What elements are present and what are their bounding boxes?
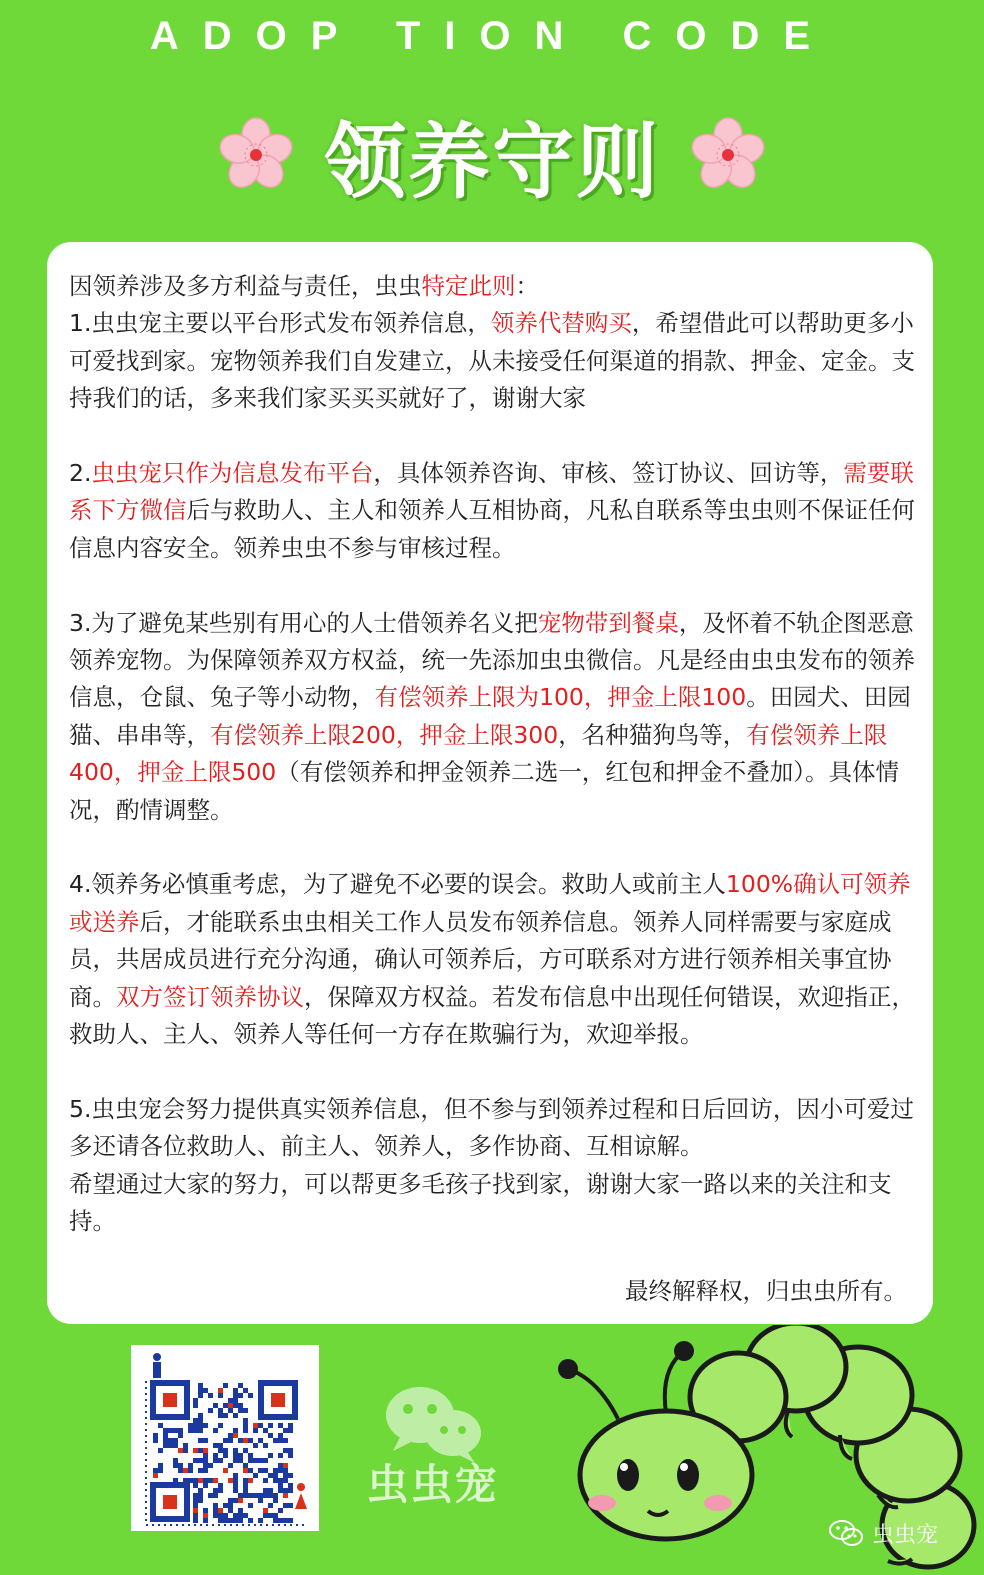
wechat-icon [828, 1519, 864, 1549]
rules-card [47, 242, 933, 1324]
rule-text: （有偿领养和押金领养二选一，红包和押金不叠加）。具体情况，酌情调整。 [69, 758, 899, 824]
highlight-text: 双方签订领养协议 [116, 982, 304, 1011]
highlight-text: 100%确认可领养或送养 [69, 870, 911, 936]
highlight-text: 有偿领养上限400，押金上限500 [69, 720, 888, 787]
rule-text: 。田园犬、田园猫、串串等， [69, 683, 911, 749]
rule-text: ，具体领养咨询、审核、签订协议、回访等， [373, 459, 844, 488]
rule-text: 因领养涉及多方利益与责任，虫虫 [69, 272, 422, 300]
title-banner [0, 100, 984, 210]
rule-text: 3.为了避免某些别有用心的人士借领养名义把 [69, 608, 538, 637]
watermark [828, 1518, 938, 1549]
rule-text: ： [515, 272, 539, 300]
rule-text: 后，才能联系虫虫相关工作人员发布领养信息。领养人同样需要与家庭成员，共居成员进行充分沟通，确认可领养后，方可联系对方进行领养相关事宜协商。 [69, 907, 892, 1011]
rule-text: 后与救助人、主人和领养人互相协商，凡私自联系等虫虫则不保证任何信息内容安全。领养虫虫不参与审核过程。 [69, 496, 915, 562]
highlight-text: 有偿领养上限200，押金上限300 [210, 720, 559, 749]
rule-text: 2. [69, 459, 92, 488]
rule-2 [69, 455, 929, 567]
highlight-text: 虫虫宠只作为信息发布平台 [91, 459, 374, 488]
adoption-code-heading: ADOP TION CODE [149, 14, 835, 58]
rule-text: ，名种猫狗鸟等， [558, 720, 747, 749]
rule-text: 1.虫虫宠主要以平台形式发布领养信息， [69, 309, 491, 338]
highlight-text: 领养代替购买 [490, 309, 632, 338]
rule-text: 5.虫虫宠会努力提供真实领养信息，但不参与到领养过程和日后回访，因小可爱过多还请各位救助人、前主人、领养人，多作协商、互相谅解。 [69, 1094, 914, 1161]
rule-4 [69, 866, 929, 1053]
brand-name: 虫虫宠 [366, 1460, 499, 1509]
highlight-text: 需要联系下方微信 [69, 459, 914, 525]
wechat-qr-code[interactable] [131, 1345, 319, 1531]
rules-intro [69, 268, 929, 305]
highlight-text: 宠物带到餐桌 [537, 608, 679, 637]
rule-text: 希望通过大家的努力，可以帮更多毛孩子找到家，谢谢大家一路以来的关注和支持。 [69, 1169, 892, 1236]
closing-note [69, 1166, 929, 1241]
rule-1 [69, 305, 929, 417]
watermark-text: 虫虫宠 [872, 1523, 939, 1548]
rule-5 [69, 1091, 929, 1166]
rule-3 [69, 605, 929, 829]
rule-text: ，保障双方权益。若发布信息中出现任何错误，欢迎指正，救助人、主人、领养人等任何一方存在欺骗行为，欢迎举报。 [69, 982, 915, 1049]
highlight-text: 有偿领养上限为100，押金上限100 [374, 683, 747, 712]
rule-text: 4.领养务必慎重考虑，为了避免不必要的误会。救助人或前主人 [69, 870, 726, 899]
highlight-text: 特定此则 [421, 272, 516, 300]
rule-text: ，及怀着不轨企图恶意领养宠物。为保障领养双方权益，统一先添加虫虫微信。凡是经由虫虫发布的领养信息，仓鼠、兔子等小动物， [69, 608, 915, 712]
page-title: 领养守则 [323, 114, 660, 210]
signature: 最终解释权，归虫虫所有。 [625, 1277, 907, 1305]
flower-left-icon [216, 115, 296, 195]
rule-text: ，希望借此可以帮助更多小可爱找到家。宠物领养我们自发建立，从未接受任何渠道的捐款、押金、定金。支持我们的话，多来我们家买买买就好了，谢谢大家 [69, 309, 915, 413]
flower-right-icon [688, 115, 768, 195]
